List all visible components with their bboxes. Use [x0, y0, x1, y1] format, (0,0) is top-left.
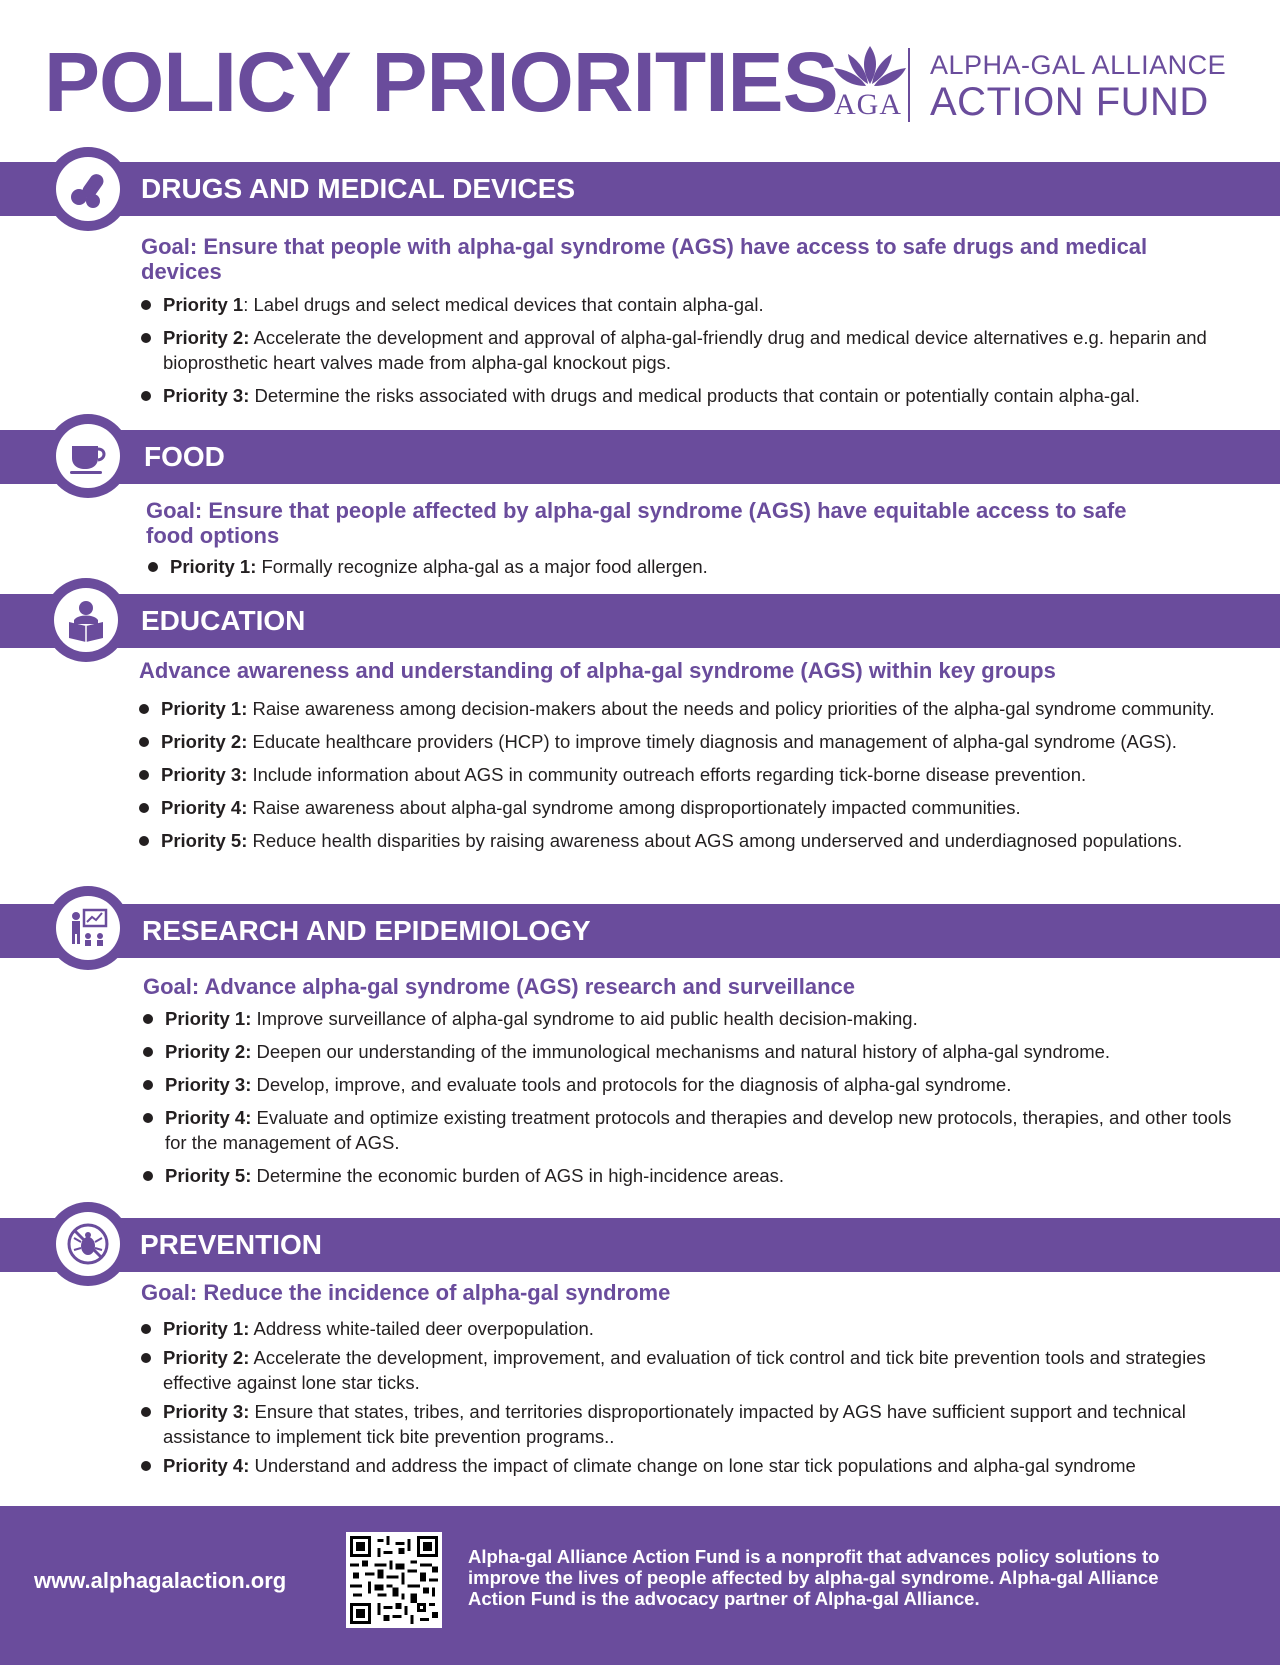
section-badge [46, 414, 130, 498]
presentation-icon [66, 906, 110, 950]
logo [830, 44, 1250, 124]
section-badge [44, 578, 128, 662]
priority-list [139, 696, 1259, 861]
footer-description: Alpha-gal Alliance Action Fund is a nonprofit that advances policy solutions to improve the lives of people affected by alpha-gal syndrome. Alpha-gal Alliance Action Fund is the advocacy partner of Alpha-gal Alliance. [468, 1546, 1160, 1609]
list-item: Priority 4: Understand and address the impact of climate change on lone star tick populations and alpha-gal syndrome [141, 1453, 1241, 1478]
priority-list [143, 1006, 1243, 1196]
list-item: Priority 1: Address white-tailed deer overpopulation. [141, 1316, 1241, 1341]
priority-list [141, 1316, 1241, 1482]
header [0, 0, 1280, 150]
list-item: Priority 1: Label drugs and select medical devices that contain alpha-gal. [141, 292, 1241, 317]
cup-icon [66, 434, 110, 478]
section-title: FOOD [144, 441, 225, 472]
list-item: Priority 2: Accelerate the development, improvement, and evaluation of tick control and tick bite prevention tools and strategies effective against lone star ticks. [141, 1345, 1241, 1395]
section-title: PREVENTION [140, 1229, 323, 1260]
list-item: Priority 4: Evaluate and optimize existing treatment protocols and therapies and develop new protocols, therapies, and other tools for the management of AGS. [143, 1105, 1243, 1155]
list-item: Priority 3: Ensure that states, tribes, and territories disproportionately impacted by AGS have sufficient support and technical assistance to implement tick bite prevention programs.. [141, 1399, 1241, 1449]
section-title: DRUGS AND MEDICAL DEVICES [141, 173, 576, 204]
list-item: Priority 1: Improve surveillance of alpha-gal syndrome to aid public health decision-making. [143, 1006, 1243, 1031]
section-title: EDUCATION [141, 605, 306, 636]
footer [0, 1506, 1280, 1665]
list-item: Priority 1: Raise awareness among decision-makers about the needs and policy priorities of the alpha-gal syndrome community. [139, 696, 1259, 721]
pills-icon [66, 167, 110, 211]
list-item: Priority 1: Formally recognize alpha-gal as a major food allergen. [148, 554, 1248, 579]
section-goal: Goal: Ensure that people affected by alpha-gal syndrome (AGS) have equitable access to safe food options [146, 498, 1127, 548]
list-item: Priority 3: Determine the risks associated with drugs and medical products that contain or potentially contain alpha-gal. [141, 383, 1241, 408]
section-title: RESEARCH AND EPIDEMIOLOGY [142, 915, 591, 946]
section-goal: Goal: Advance alpha-gal syndrome (AGS) research and surveillance [143, 974, 855, 999]
priority-list [148, 554, 1248, 587]
list-item: Priority 2: Deepen our understanding of the immunological mechanisms and natural history of alpha-gal syndrome. [143, 1039, 1243, 1064]
logo-line-1: ALPHA-GAL ALLIANCE [930, 50, 1227, 80]
list-item: Priority 2: Educate healthcare providers (HCP) to improve timely diagnosis and management of alpha-gal syndrome (AGS). [139, 729, 1259, 754]
page-title: POLICY PRIORITIES [44, 35, 838, 129]
reader-icon [64, 598, 108, 642]
list-item: Priority 3: Include information about AGS in community outreach efforts regarding tick-borne disease prevention. [139, 762, 1259, 787]
no-tick-icon [66, 1222, 110, 1266]
website-link[interactable]: www.alphagalaction.org [34, 1568, 287, 1593]
section-badge [46, 147, 130, 231]
priority-list [141, 292, 1241, 416]
list-item: Priority 3: Develop, improve, and evaluate tools and protocols for the diagnosis of alpha-gal syndrome. [143, 1072, 1243, 1097]
section-badge [46, 1202, 130, 1286]
section-goal: Advance awareness and understanding of alpha-gal syndrome (AGS) within key groups [139, 658, 1056, 683]
logo-line-2: ACTION FUND [930, 80, 1209, 124]
logo-divider [908, 48, 910, 122]
logo-mark-text: AGA [834, 88, 902, 121]
section-goal: Goal: Ensure that people with alpha-gal syndrome (AGS) have access to safe drugs and medical devices [141, 234, 1148, 284]
list-item: Priority 5: Determine the economic burden of AGS in high-incidence areas. [143, 1163, 1243, 1188]
list-item: Priority 5: Reduce health disparities by raising awareness about AGS among underserved and underdiagnosed populations. [139, 828, 1259, 853]
section-goal: Goal: Reduce the incidence of alpha-gal syndrome [141, 1280, 671, 1305]
list-item: Priority 2: Accelerate the development and approval of alpha-gal-friendly drug and medical device alternatives e.g. heparin and bioprosthetic heart valves made from alpha-gal knockout pigs. [141, 325, 1241, 375]
section-badge [46, 886, 130, 970]
qr-code-icon[interactable] [346, 1532, 442, 1628]
list-item: Priority 4: Raise awareness about alpha-gal syndrome among disproportionately impacted communities. [139, 795, 1259, 820]
